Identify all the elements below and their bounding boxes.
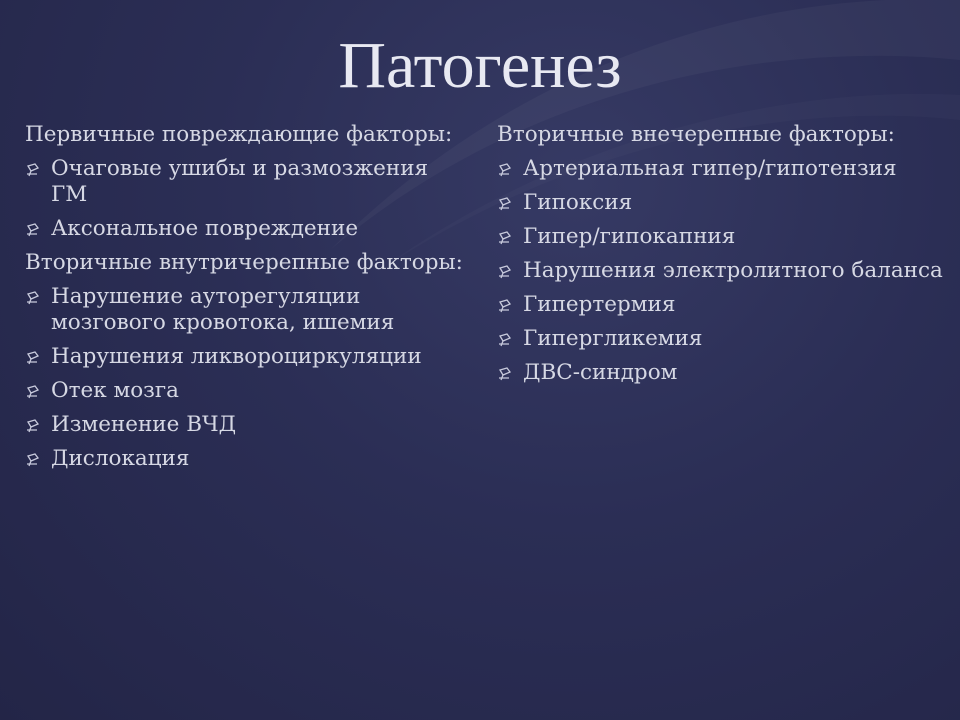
list-item-label: Артериальная гипер/гипотензия: [523, 156, 897, 181]
list-item-label: Изменение ВЧД: [51, 412, 237, 437]
list-item: [497, 258, 952, 284]
list-item-label: Гипоксия: [523, 190, 633, 215]
list-item: [25, 378, 465, 404]
list-item-label: Отек мозга: [51, 378, 179, 403]
list-item-label: Нарушения ликвороциркуляции: [51, 344, 422, 369]
list-item: [497, 292, 952, 318]
strikethrough-bullet-icon: [497, 367, 512, 382]
secondary-intracranial-heading: Вторичные внутричерепные факторы:: [25, 250, 463, 275]
list-item: [25, 284, 465, 336]
primary-factors-heading: Первичные повреждающие факторы:: [25, 122, 453, 147]
right-column: [497, 122, 952, 394]
list-item-label: Очаговые ушибы и размозжения ГМ: [51, 156, 429, 207]
list-item: [25, 446, 465, 472]
strikethrough-bullet-icon: [497, 197, 512, 212]
list-item-label: Гипертермия: [523, 292, 676, 317]
list-item-label: Дислокация: [51, 446, 190, 471]
list-item-label: Аксональное повреждение: [51, 216, 359, 241]
list-item: [25, 216, 465, 242]
list-item: [497, 190, 952, 216]
list-item: [25, 344, 465, 370]
strikethrough-bullet-icon: [25, 163, 40, 178]
secondary-extracranial-heading: Вторичные внечерепные факторы:: [497, 122, 895, 147]
strikethrough-bullet-icon: [497, 163, 512, 178]
strikethrough-bullet-icon: [25, 453, 40, 468]
strikethrough-bullet-icon: [497, 299, 512, 314]
list-item-label: ДВС-синдром: [523, 360, 678, 385]
left-column: [25, 122, 465, 480]
list-item-label: Нарушение ауторегуляции мозгового кровотока, ишемия: [51, 284, 395, 335]
list-item: [497, 360, 952, 386]
slide-title: Патогенез: [338, 29, 622, 102]
list-item: [25, 156, 465, 208]
strikethrough-bullet-icon: [25, 385, 40, 400]
list-item-label: Гипергликемия: [523, 326, 703, 351]
list-item: [25, 412, 465, 438]
strikethrough-bullet-icon: [497, 231, 512, 246]
list-item-label: Гипер/гипокапния: [523, 224, 736, 249]
list-item: [497, 224, 952, 250]
list-item-label: Нарушения электролитного баланса: [523, 258, 943, 283]
strikethrough-bullet-icon: [497, 265, 512, 280]
strikethrough-bullet-icon: [25, 291, 40, 306]
strikethrough-bullet-icon: [497, 333, 512, 348]
strikethrough-bullet-icon: [25, 223, 40, 238]
strikethrough-bullet-icon: [25, 419, 40, 434]
list-item: [497, 156, 952, 182]
list-item: [497, 326, 952, 352]
strikethrough-bullet-icon: [25, 351, 40, 366]
